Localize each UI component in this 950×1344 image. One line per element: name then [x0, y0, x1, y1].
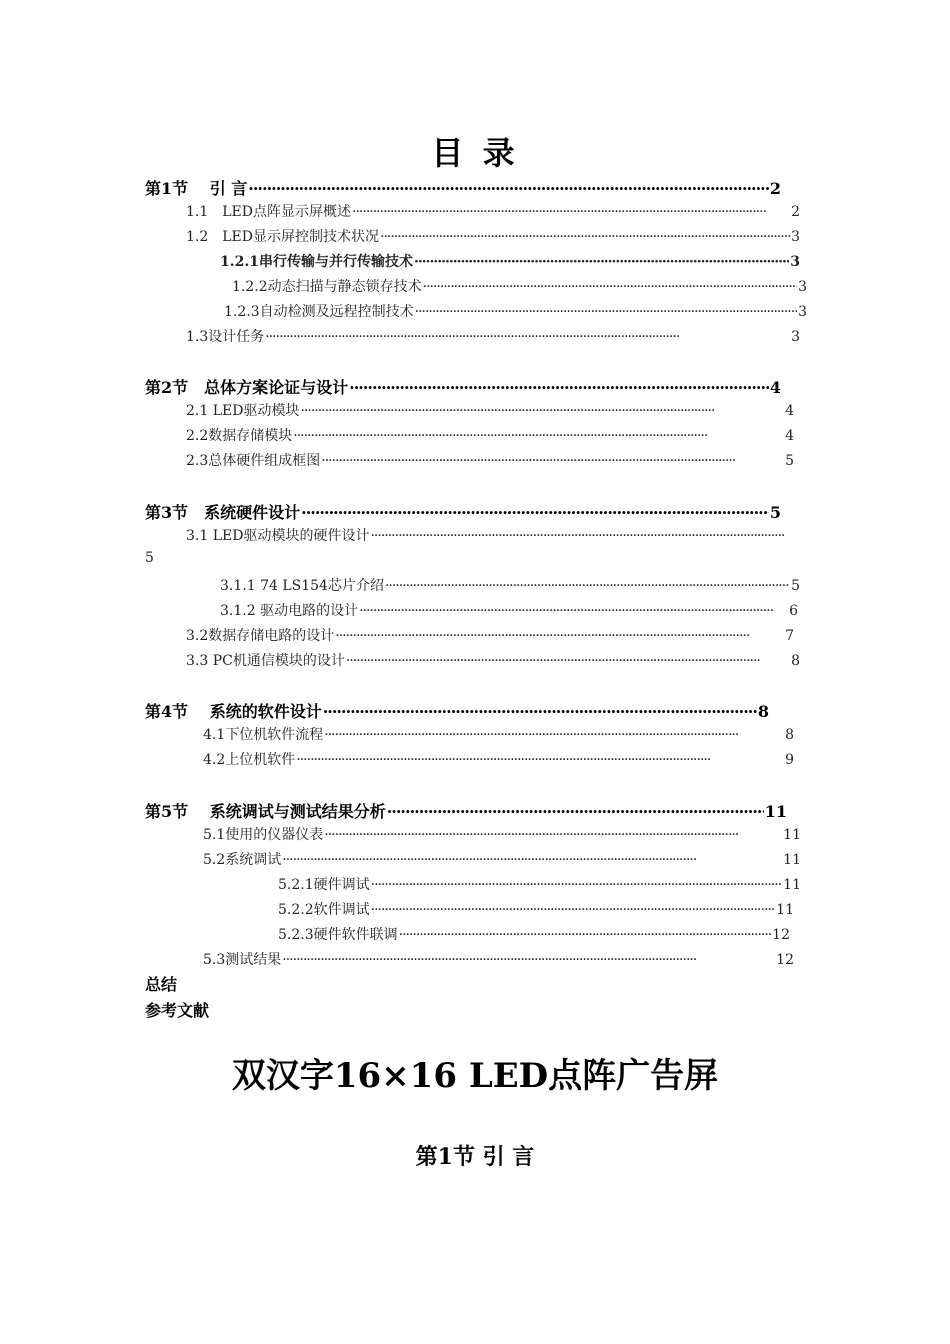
toc-entry-section-1[interactable] [145, 176, 781, 198]
toc-entry-text: 第5节 系统调试与测试结果分析 [145, 802, 386, 821]
toc-entry[interactable] [203, 824, 801, 846]
toc-page-number: 3 [798, 304, 807, 320]
toc-entry[interactable] [186, 201, 800, 223]
toc-leader-dots [324, 827, 782, 843]
toc-entry-text: 4.2上位机软件 [203, 752, 296, 768]
toc-entry-text: 2.2数据存储模块 [186, 428, 293, 444]
toc-entry[interactable] [203, 949, 794, 971]
toc-entry-text: 1.2.3自动检测及远程控制技术 [224, 304, 414, 320]
toc-page-number: 12 [772, 927, 790, 943]
toc-leader-dots [370, 528, 805, 544]
toc-leader-dots [301, 503, 769, 522]
toc-entry-section-4[interactable] [145, 699, 769, 721]
toc-page-number: 5 [791, 578, 800, 594]
toc-leader-dots [296, 752, 784, 768]
toc-page-number: 8 [791, 653, 800, 669]
toc-entry-text: 1.2.1串行传输与并行传输技术 [220, 254, 413, 270]
toc-leader-dots [387, 802, 764, 821]
toc-entry[interactable] [220, 251, 800, 273]
toc-entry[interactable] [278, 874, 801, 896]
toc-page-number: 11 [783, 852, 801, 868]
toc-entry[interactable] [186, 525, 806, 547]
toc-page-number: 4 [785, 428, 794, 444]
toc-entry-text: 第2节 总体方案论证与设计 [145, 378, 349, 397]
toc-leader-dots [371, 902, 776, 918]
toc-page-number: 5 [785, 453, 794, 469]
toc-entry-text: 第4节 系统的软件设计 [145, 702, 322, 721]
toc-entry-text: 5.2.3硬件软件联调 [278, 927, 398, 943]
toc-entry-text: 1.1 LED点阵显示屏概述 [186, 204, 352, 220]
toc-leader-dots [282, 952, 775, 968]
toc-page-number: 7 [785, 628, 794, 644]
toc-page-number: 3 [798, 279, 807, 295]
toc-summary[interactable]: 总结 [145, 975, 178, 994]
toc-leader-dots [346, 653, 790, 669]
toc-leader-dots [352, 204, 790, 220]
toc-entry-text: 1.3设计任务 [186, 329, 265, 345]
toc-entry-text: 5.3测试结果 [203, 952, 282, 968]
toc-entry[interactable] [278, 899, 794, 921]
toc-leader-dots [380, 229, 790, 245]
toc-page-number: 11 [783, 877, 801, 893]
toc-entry[interactable] [224, 301, 807, 323]
toc-leader-dots [423, 279, 797, 295]
toc-page-number: 11 [783, 827, 801, 843]
toc-entry-text: 3.1 LED驱动模块的硬件设计 [186, 528, 370, 544]
toc-page-number: 9 [785, 752, 794, 768]
toc-entry-text: 1.2.2动态扫描与静态锁存技术 [232, 279, 422, 295]
toc-entry[interactable] [203, 749, 794, 771]
toc-page-number: 3 [791, 329, 800, 345]
toc-entry[interactable] [186, 400, 794, 422]
toc-leader-dots [335, 628, 784, 644]
toc-entry-text: 2.3总体硬件组成框图 [186, 453, 321, 469]
toc-leader-dots [321, 453, 784, 469]
toc-entry-text: 5.2.2软件调试 [278, 902, 370, 918]
toc-entry-text: 5.2.1硬件调试 [278, 877, 370, 893]
toc-leader-dots [300, 403, 784, 419]
toc-leader-dots [293, 428, 784, 444]
toc-entry[interactable] [186, 450, 794, 472]
toc-entry[interactable] [203, 849, 801, 871]
toc-page-number: 4 [785, 403, 794, 419]
toc-entry-text: 5.1使用的仪器仪表 [203, 827, 324, 843]
toc-page-number: 3 [790, 254, 800, 270]
toc-entry-section-2[interactable] [145, 375, 781, 397]
toc-entry[interactable] [220, 575, 800, 597]
toc-entry[interactable] [186, 625, 794, 647]
toc-page-number: 12 [776, 952, 794, 968]
toc-entry-text: 第1节 引 言 [145, 179, 248, 198]
toc-entry-text: 4.1下位机软件流程 [203, 727, 324, 743]
toc-references[interactable]: 参考文献 [145, 1001, 210, 1020]
toc-leader-dots [248, 179, 769, 198]
toc-page-number: 11 [764, 802, 787, 821]
toc-entry-text: 5.2系统调试 [203, 852, 282, 868]
toc-page-number: 5 [769, 503, 781, 522]
toc-entry-section-3[interactable] [145, 500, 781, 522]
toc-leader-dots [323, 702, 757, 721]
toc-page-number: 6 [789, 603, 798, 619]
toc-leader-dots [399, 927, 772, 943]
toc-entry[interactable] [203, 724, 794, 746]
toc-entry-text: 3.1.2 驱动电路的设计 [220, 603, 359, 619]
toc-page-number: 8 [757, 702, 769, 721]
toc-entry[interactable] [186, 425, 794, 447]
toc-leader-dots [265, 329, 790, 345]
toc-page-number: 8 [785, 727, 794, 743]
toc-leader-dots [371, 877, 783, 893]
document-title: 双汉字16×16 LED点阵广告屏 [231, 1056, 719, 1096]
toc-leader-dots [415, 304, 797, 320]
toc-page-number: 3 [791, 229, 800, 245]
toc-entry-text: 1.2 LED显示屏控制技术状况 [186, 229, 380, 245]
toc-leader-dots [324, 727, 784, 743]
toc-leader-dots [414, 254, 789, 270]
section-heading: 第1节 引 言 [415, 1144, 535, 1170]
toc-page-number: 11 [776, 902, 794, 918]
toc-entry-text: 3.2数据存储电路的设计 [186, 628, 335, 644]
toc-entry[interactable] [186, 226, 800, 248]
toc-leader-dots [359, 603, 788, 619]
toc-leader-dots [282, 852, 782, 868]
toc-entry-text: 3.1.1 74 LS154芯片介绍 [220, 578, 384, 594]
toc-leader-dots [385, 578, 790, 594]
toc-page-number: 2 [769, 179, 781, 198]
toc-title: 目 录 [431, 134, 519, 172]
toc-entry-text: 第3节 系统硬件设计 [145, 503, 301, 522]
toc-entry[interactable] [278, 924, 790, 946]
toc-leader-dots [349, 378, 769, 397]
toc-entry[interactable] [220, 600, 798, 622]
toc-page-number: 2 [791, 204, 800, 220]
toc-entry[interactable] [232, 276, 807, 298]
toc-entry[interactable] [186, 650, 800, 672]
toc-entry[interactable] [186, 326, 800, 348]
toc-entry-text: 2.1 LED驱动模块 [186, 403, 300, 419]
toc-entry-section-5[interactable] [145, 799, 787, 821]
toc-page-number: 4 [769, 378, 781, 397]
toc-page-number-wrapped: 5 [145, 550, 154, 566]
toc-entry-text: 3.3 PC机通信模块的设计 [186, 653, 345, 669]
